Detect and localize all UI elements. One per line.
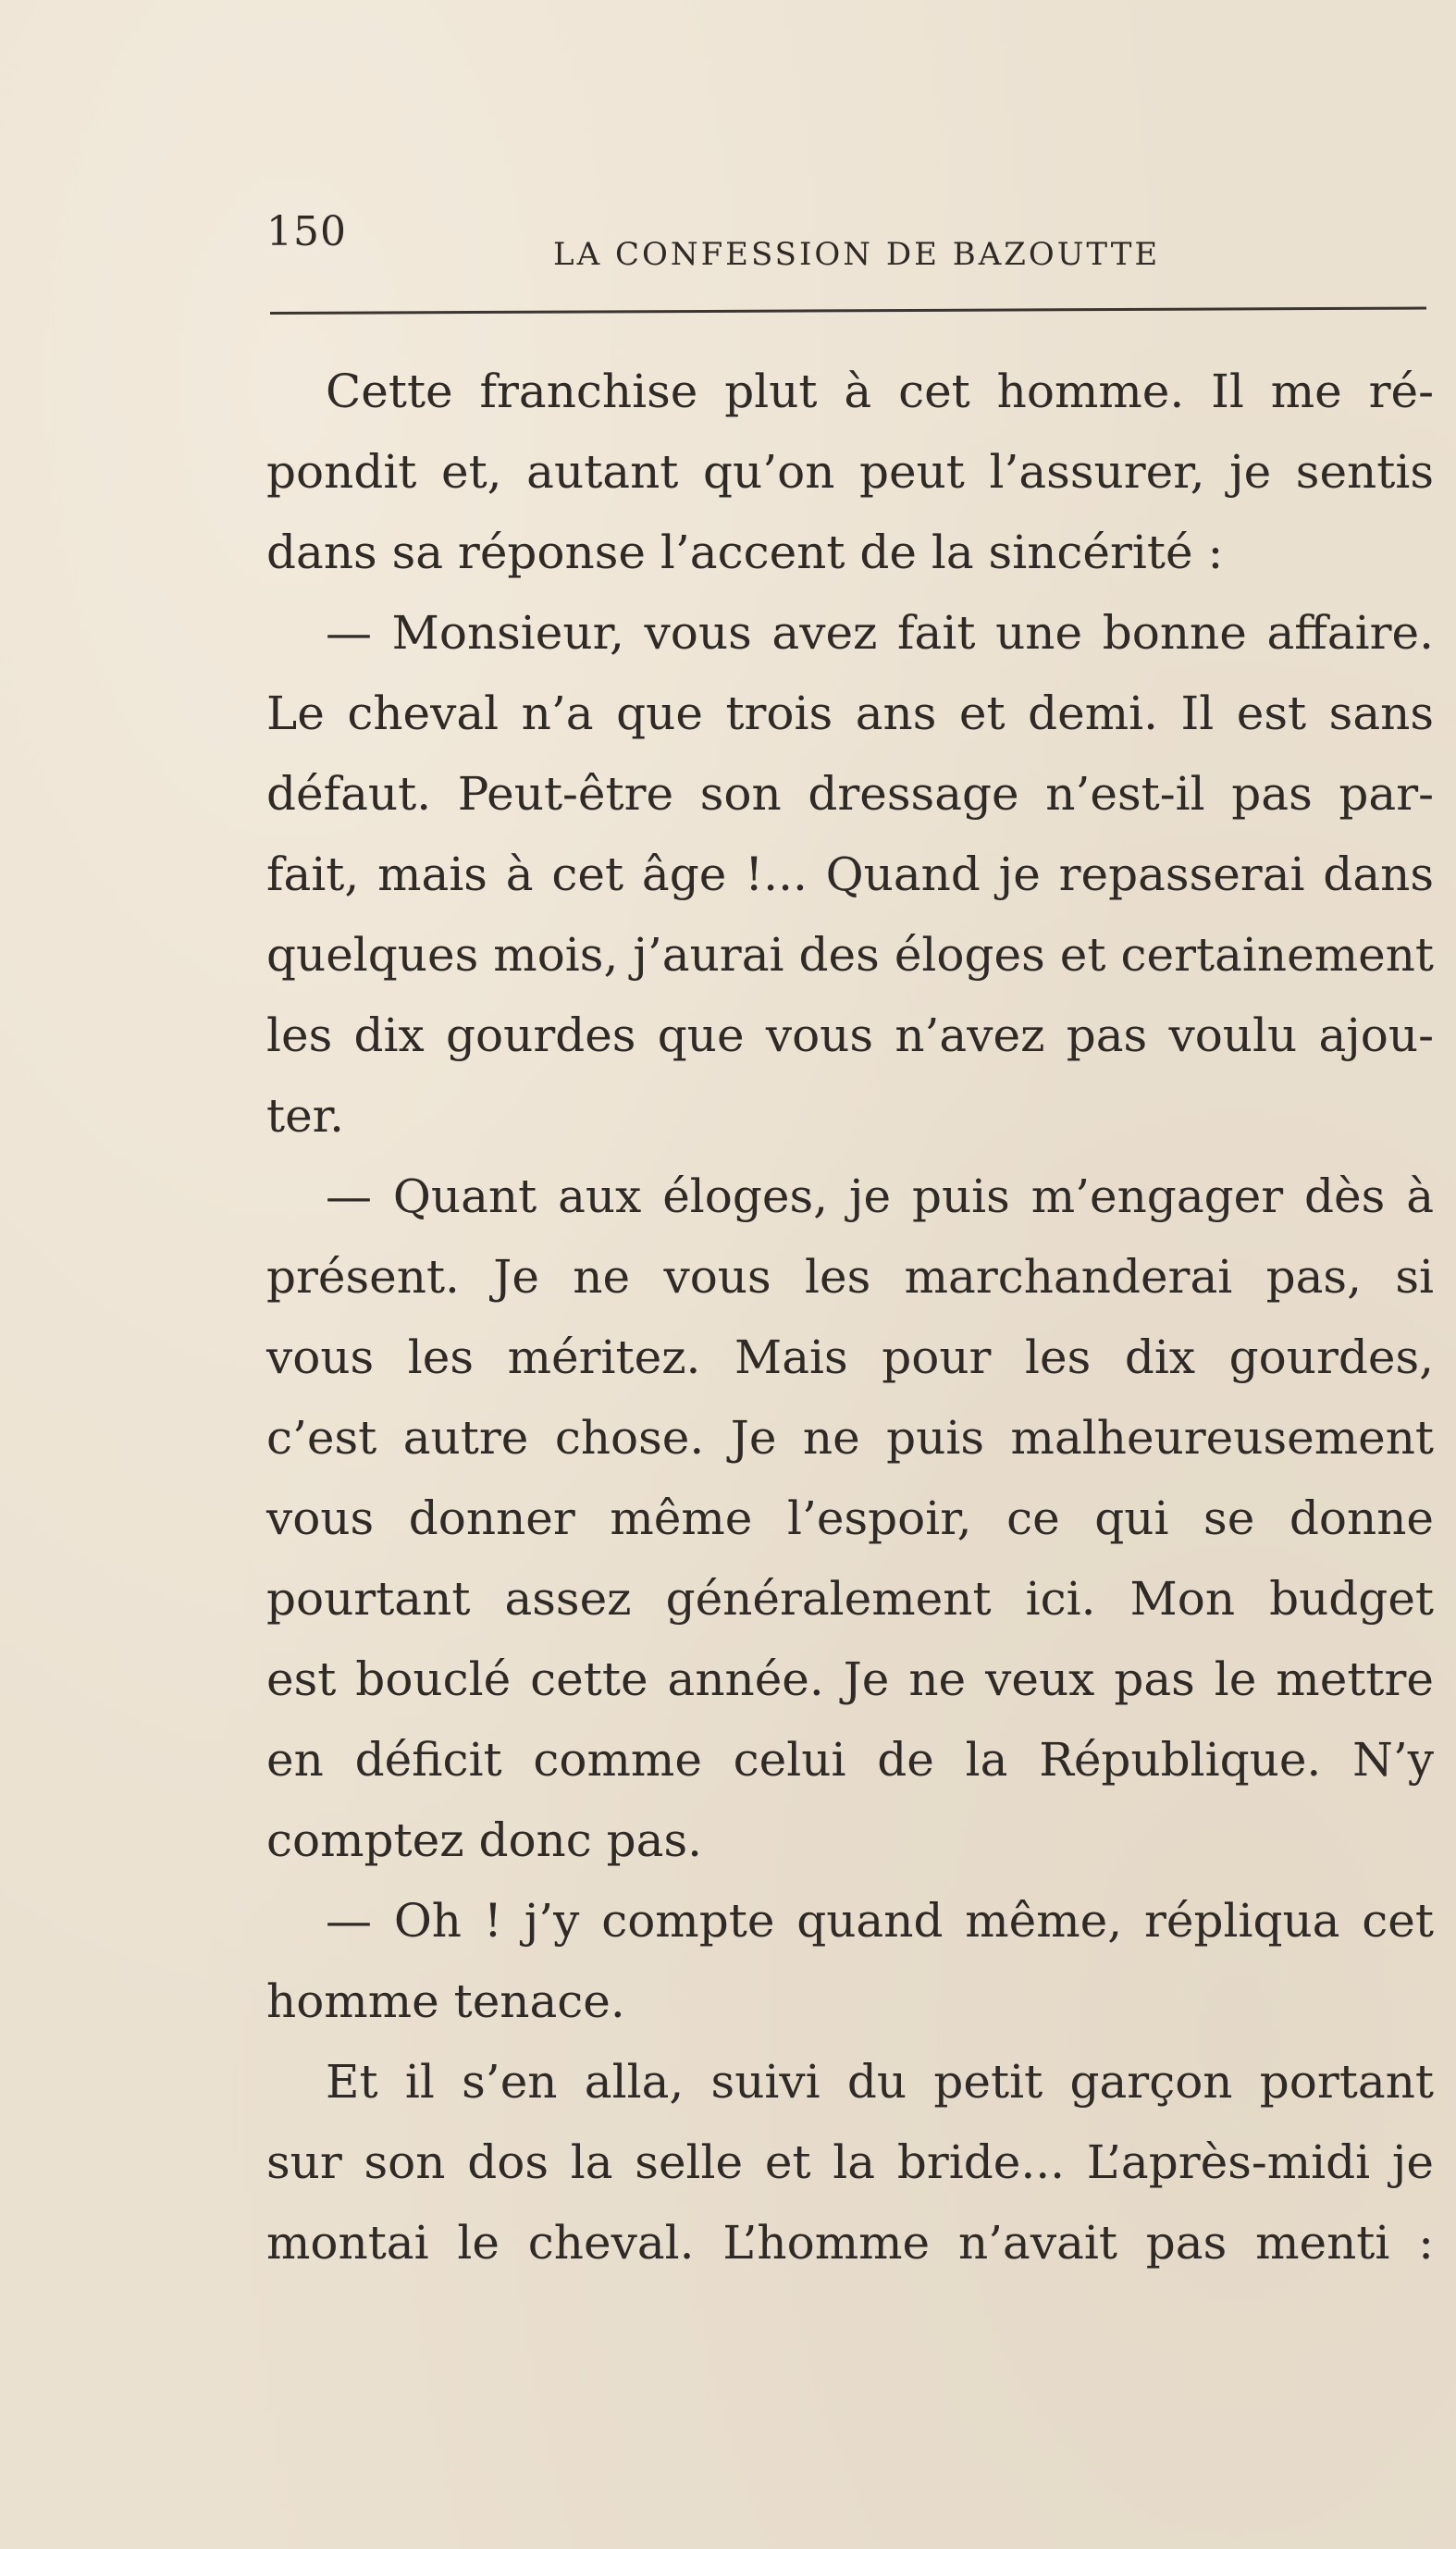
running-title: LA CONFESSION DE BAZOUTTE [553,236,1161,273]
header-rule [270,307,1426,315]
text-line: est bouclé cette année. Je ne veux pas le mettre [266,1652,1434,1706]
text-line: homme tenace. [266,1974,625,2028]
text-line: comptez donc pas. [266,1813,703,1867]
text-line: ter. [266,1089,344,1143]
text-line: — Quant aux éloges, je puis m’engager dès à [326,1169,1434,1223]
page-header [266,208,1441,273]
text-line: présent. Je ne vous les marchanderai pas, si [266,1250,1434,1304]
text-line: sur son dos la selle et la bride... L’après-midi je [266,2135,1434,2189]
text-line: dans sa réponse l’accent de la sincérité : [266,526,1224,579]
text-line: pourtant assez généralement ici. Mon budget [266,1572,1434,1626]
text-line: Cette franchise plut à cet homme. Il me ré- [326,365,1434,418]
text-line: c’est autre chose. Je ne puis malheureusement [266,1411,1434,1465]
text-line: quelques mois, j’aurai des éloges et certainement [266,928,1434,982]
text-line: pondit et, autant qu’on peut l’assurer, je sentis [266,445,1434,499]
text-line: — Monsieur, vous avez fait une bonne affaire. [326,606,1434,660]
page-number: 150 [266,208,347,255]
text-line: défaut. Peut-être son dressage n’est-il pas par- [266,767,1434,821]
text-line: Le cheval n’a que trois ans et demi. Il est sans [266,687,1434,740]
text-line: vous les méritez. Mais pour les dix gourdes, [266,1330,1434,1384]
text-line: en déficit comme celui de la République. N’y [266,1733,1434,1787]
text-line: les dix gourdes que vous n’avez pas voulu ajou- [266,1008,1434,1062]
text-line: Et il s’en alla, suivi du petit garçon portant [326,2055,1434,2109]
text-line: fait, mais à cet âge !... Quand je repasserai dans [266,848,1434,901]
text-line: — Oh ! j’y compte quand même, répliqua cet [326,1894,1434,1948]
text-line: vous donner même l’espoir, ce qui se donne [266,1491,1434,1545]
text-line: montai le cheval. L’homme n’avait pas menti : [266,2216,1434,2270]
